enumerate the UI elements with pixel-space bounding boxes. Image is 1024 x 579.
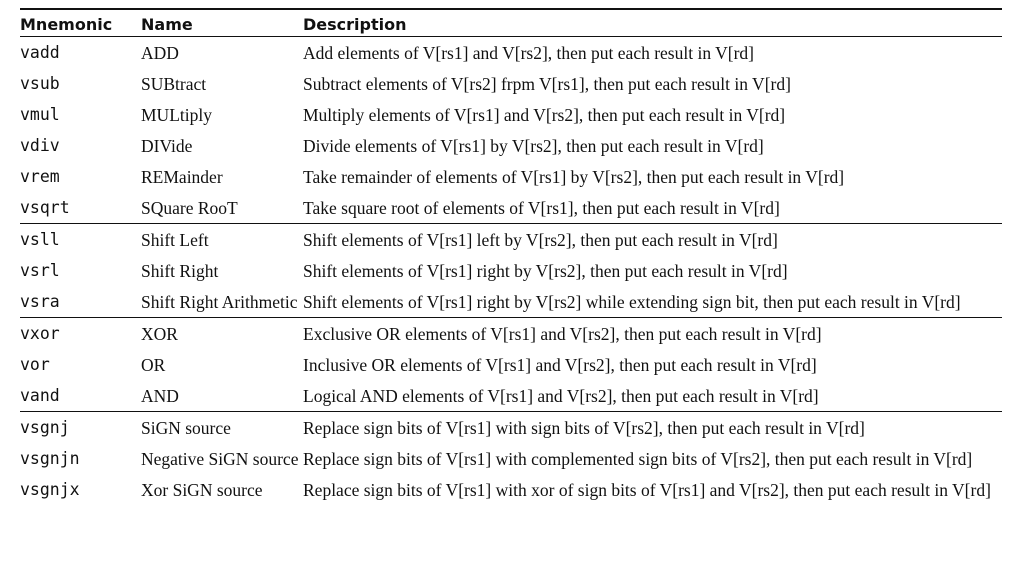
- name-cell: SiGN source: [141, 418, 231, 438]
- table-row: [20, 224, 1002, 255]
- description-cell: Inclusive OR elements of V[rs1] and V[rs2], then put each result in V[rd]: [303, 355, 817, 375]
- table-body: [20, 37, 1002, 505]
- description-cell: Add elements of V[rs1] and V[rs2], then put each result in V[rd]: [303, 43, 755, 63]
- description-cell: Shift elements of V[rs1] right by V[rs2] while extending sign bit, then put each result in V[rd]: [303, 292, 961, 312]
- mnemonic-cell: vdiv: [20, 136, 60, 155]
- table-row: [20, 349, 1002, 380]
- name-cell: Shift Right: [141, 261, 219, 281]
- mnemonic-cell: vxor: [20, 324, 60, 343]
- name-cell: REMainder: [141, 167, 223, 187]
- header-name: Name: [141, 15, 193, 34]
- mnemonic-cell: vsra: [20, 292, 60, 311]
- description-cell: Take square root of elements of V[rs1], then put each result in V[rd]: [303, 198, 780, 218]
- name-cell: XOR: [141, 324, 178, 344]
- mnemonic-cell: vsgnjn: [20, 449, 80, 468]
- mnemonic-cell: vsrl: [20, 261, 60, 280]
- table-row: [20, 443, 1002, 474]
- header-mnemonic: Mnemonic: [20, 15, 113, 34]
- description-cell: Replace sign bits of V[rs1] with complemented sign bits of V[rs2], then put each result in V[rd]: [303, 449, 973, 469]
- table-row: [20, 255, 1002, 286]
- table-row: [20, 474, 1002, 505]
- description-cell: Logical AND elements of V[rs1] and V[rs2], then put each result in V[rd]: [303, 386, 819, 406]
- description-cell: Multiply elements of V[rs1] and V[rs2], then put each result in V[rd]: [303, 105, 786, 125]
- instruction-table: [20, 8, 1002, 505]
- name-cell: Shift Left: [141, 230, 209, 250]
- mnemonic-cell: vsgnj: [20, 418, 70, 437]
- table-row: [20, 99, 1002, 130]
- name-cell: DIVide: [141, 136, 193, 156]
- name-cell: MULtiply: [141, 105, 212, 125]
- name-cell: Negative SiGN source: [141, 449, 299, 469]
- top-rule: [20, 8, 1002, 10]
- mnemonic-cell: vrem: [20, 167, 60, 186]
- table-row: [20, 130, 1002, 161]
- description-cell: Replace sign bits of V[rs1] with xor of sign bits of V[rs1] and V[rs2], then put each result in V[rd]: [303, 480, 991, 500]
- description-cell: Exclusive OR elements of V[rs1] and V[rs2], then put each result in V[rd]: [303, 324, 822, 344]
- table-row: [20, 192, 1002, 223]
- mnemonic-cell: vand: [20, 386, 60, 405]
- mnemonic-cell: vsub: [20, 74, 60, 93]
- mnemonic-cell: vmul: [20, 105, 60, 124]
- description-cell: Take remainder of elements of V[rs1] by V[rs2], then put each result in V[rd]: [303, 167, 845, 187]
- mnemonic-cell: vsgnjx: [20, 480, 80, 499]
- name-cell: SQuare RooT: [141, 198, 238, 218]
- table-row: [20, 412, 1002, 443]
- mnemonic-cell: vor: [20, 355, 50, 374]
- description-cell: Shift elements of V[rs1] left by V[rs2], then put each result in V[rd]: [303, 230, 778, 250]
- header-description: Description: [303, 15, 407, 34]
- description-cell: Divide elements of V[rs1] by V[rs2], then put each result in V[rd]: [303, 136, 764, 156]
- name-cell: Shift Right Arithmetic: [141, 292, 298, 312]
- name-cell: OR: [141, 355, 166, 375]
- mnemonic-cell: vsqrt: [20, 198, 70, 217]
- table-row: [20, 380, 1002, 411]
- table-row: [20, 318, 1002, 349]
- table-header: [20, 12, 1002, 37]
- mnemonic-cell: vsll: [20, 230, 60, 249]
- name-cell: Xor SiGN source: [141, 480, 263, 500]
- name-cell: AND: [141, 386, 179, 406]
- table-row: [20, 161, 1002, 192]
- mnemonic-cell: vadd: [20, 43, 60, 62]
- table-row: [20, 68, 1002, 99]
- name-cell: SUBtract: [141, 74, 207, 94]
- table-row: [20, 37, 1002, 68]
- description-cell: Subtract elements of V[rs2] frpm V[rs1], then put each result in V[rd]: [303, 74, 791, 94]
- description-cell: Replace sign bits of V[rs1] with sign bits of V[rs2], then put each result in V[rd]: [303, 418, 865, 438]
- table-row: [20, 286, 1002, 317]
- name-cell: ADD: [141, 43, 179, 63]
- description-cell: Shift elements of V[rs1] right by V[rs2], then put each result in V[rd]: [303, 261, 788, 281]
